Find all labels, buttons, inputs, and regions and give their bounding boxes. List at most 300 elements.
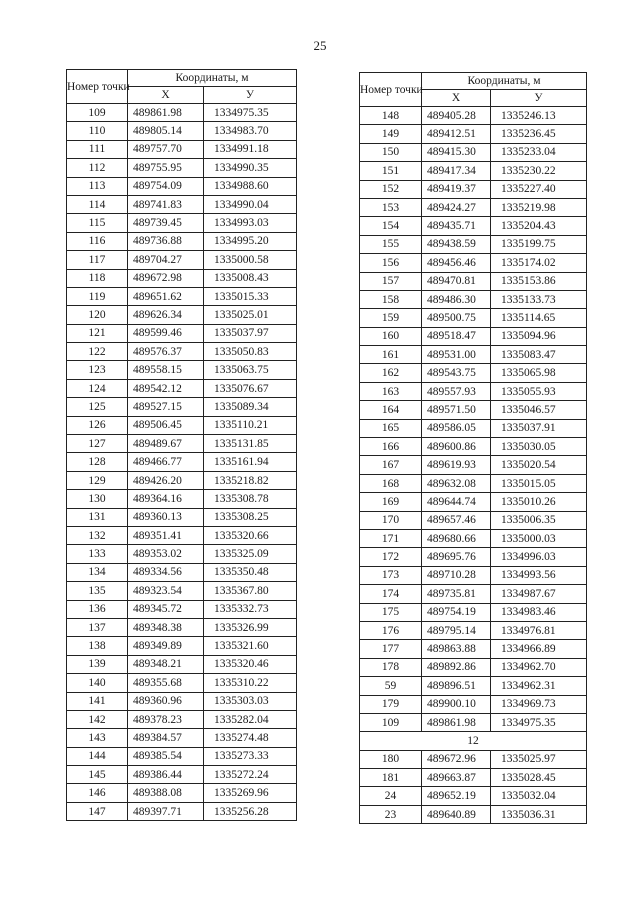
- table-row: [67, 453, 297, 471]
- table-row: [67, 159, 297, 177]
- coordinates-table-right: [359, 72, 587, 824]
- x-coordinate-cell: 489412.51: [422, 125, 491, 143]
- x-coordinate-cell: 489619.93: [422, 456, 491, 474]
- x-coordinate-cell: 489426.20: [128, 471, 204, 489]
- table-row: [67, 729, 297, 747]
- point-number-cell: 175: [360, 603, 422, 621]
- y-coordinate-cell: 1335321.60: [204, 637, 297, 655]
- y-coordinate-cell: 1334990.35: [204, 159, 297, 177]
- x-coordinate-cell: 489388.08: [128, 784, 204, 802]
- y-coordinate-cell: 1335174.02: [491, 254, 587, 272]
- x-coordinate-cell: 489558.15: [128, 361, 204, 379]
- y-coordinate-cell: 1335303.03: [204, 692, 297, 710]
- point-number-cell: 125: [67, 398, 128, 416]
- point-number-cell: 128: [67, 453, 128, 471]
- point-number-cell: 59: [360, 677, 422, 695]
- y-coordinate-cell: 1335015.05: [491, 474, 587, 492]
- table-row: [360, 235, 587, 253]
- point-number-cell: 130: [67, 490, 128, 508]
- x-coordinate-cell: 489861.98: [128, 104, 204, 122]
- point-number-cell: 180: [360, 750, 422, 768]
- y-coordinate-cell: 1335308.25: [204, 508, 297, 526]
- x-coordinate-cell: 489599.46: [128, 324, 204, 342]
- x-coordinate-cell: 489506.45: [128, 416, 204, 434]
- y-coordinate-cell: 1335236.45: [491, 125, 587, 143]
- point-number-cell: 156: [360, 254, 422, 272]
- table-row: [67, 435, 297, 453]
- point-number-cell: 153: [360, 198, 422, 216]
- table-row: [360, 787, 587, 805]
- section-row: [360, 732, 587, 750]
- x-coordinate-cell: 489348.38: [128, 618, 204, 636]
- x-coordinate-cell: 489795.14: [422, 621, 491, 639]
- y-coordinate-cell: 1335320.46: [204, 655, 297, 673]
- x-coordinate-cell: 489385.54: [128, 747, 204, 765]
- table-row: [67, 490, 297, 508]
- table-row: [67, 122, 297, 140]
- y-coordinate-cell: 1335000.03: [491, 529, 587, 547]
- x-coordinate-cell: 489805.14: [128, 122, 204, 140]
- x-coordinate-cell: 489672.96: [422, 750, 491, 768]
- coordinates-header: Координаты, м: [422, 73, 587, 90]
- x-coordinate-cell: 489571.50: [422, 401, 491, 419]
- table-row: [67, 710, 297, 728]
- x-coordinate-cell: 489755.95: [128, 159, 204, 177]
- x-coordinate-cell: 489386.44: [128, 766, 204, 784]
- point-number-cell: 173: [360, 566, 422, 584]
- table-row: [67, 637, 297, 655]
- table-row: [360, 125, 587, 143]
- y-coordinate-cell: 1334969.73: [491, 695, 587, 713]
- point-number-cell: 141: [67, 692, 128, 710]
- point-number-cell: 136: [67, 600, 128, 618]
- point-number-cell: 147: [67, 802, 128, 820]
- point-number-cell: 142: [67, 710, 128, 728]
- table-row: [67, 692, 297, 710]
- x-coordinate-cell: 489405.28: [422, 107, 491, 125]
- y-coordinate-cell: 1335219.98: [491, 198, 587, 216]
- y-coordinate-cell: 1335350.48: [204, 563, 297, 581]
- x-coordinate-cell: 489652.19: [422, 787, 491, 805]
- table-row: [360, 346, 587, 364]
- x-coordinate-cell: 489704.27: [128, 251, 204, 269]
- point-number-cell: 137: [67, 618, 128, 636]
- point-number-cell: 115: [67, 214, 128, 232]
- point-number-cell: 148: [360, 107, 422, 125]
- y-coordinate-cell: 1335269.96: [204, 784, 297, 802]
- point-number-cell: 132: [67, 526, 128, 544]
- point-number-cell: 155: [360, 235, 422, 253]
- point-number-cell: 162: [360, 364, 422, 382]
- point-number-cell: 120: [67, 306, 128, 324]
- x-coordinate-cell: 489644.74: [422, 493, 491, 511]
- x-coordinate-cell: 489438.59: [422, 235, 491, 253]
- table-row: [360, 198, 587, 216]
- x-coordinate-cell: 489466.77: [128, 453, 204, 471]
- y-coordinate-cell: 1335010.26: [491, 493, 587, 511]
- y-coordinate-cell: 1335282.04: [204, 710, 297, 728]
- y-coordinate-cell: 1335131.85: [204, 435, 297, 453]
- point-number-cell: 178: [360, 658, 422, 676]
- table-row: [360, 254, 587, 272]
- point-number-cell: 117: [67, 251, 128, 269]
- y-coordinate-cell: 1335089.34: [204, 398, 297, 416]
- section-label: 12: [360, 732, 587, 750]
- y-coordinate-cell: 1335037.91: [491, 419, 587, 437]
- table-row: [360, 309, 587, 327]
- x-coordinate-cell: 489576.37: [128, 343, 204, 361]
- x-coordinate-cell: 489419.37: [422, 180, 491, 198]
- y-coordinate-cell: 1335046.57: [491, 401, 587, 419]
- x-coordinate-cell: 489334.56: [128, 563, 204, 581]
- y-coordinate-cell: 1335204.43: [491, 217, 587, 235]
- table-row: [67, 343, 297, 361]
- table-row: [360, 566, 587, 584]
- point-number-header: Номер точки: [360, 73, 422, 107]
- coordinates-table-left-body: [67, 104, 297, 821]
- table-row: [360, 217, 587, 235]
- point-number-cell: 144: [67, 747, 128, 765]
- point-number-cell: 112: [67, 159, 128, 177]
- x-coordinate-cell: 489736.88: [128, 232, 204, 250]
- point-number-cell: 114: [67, 195, 128, 213]
- point-number-cell: 152: [360, 180, 422, 198]
- point-number-cell: 149: [360, 125, 422, 143]
- table-row: [360, 585, 587, 603]
- y-coordinate-cell: 1335094.96: [491, 327, 587, 345]
- table-row: [67, 287, 297, 305]
- y-coordinate-cell: 1335308.78: [204, 490, 297, 508]
- point-number-cell: 122: [67, 343, 128, 361]
- table-row: [67, 104, 297, 122]
- table-row: [360, 603, 587, 621]
- table-row: [67, 214, 297, 232]
- coordinates-table-right-body: [360, 107, 587, 824]
- table-row: [360, 438, 587, 456]
- point-number-cell: 110: [67, 122, 128, 140]
- x-coordinate-cell: 489360.96: [128, 692, 204, 710]
- y-coordinate-cell: 1335008.43: [204, 269, 297, 287]
- x-coordinate-cell: 489651.62: [128, 287, 204, 305]
- table-row: [360, 382, 587, 400]
- y-coordinate-cell: 1334962.31: [491, 677, 587, 695]
- y-coordinate-cell: 1335110.21: [204, 416, 297, 434]
- table-row: [67, 784, 297, 802]
- x-header: X: [422, 90, 491, 107]
- table-row: [360, 162, 587, 180]
- point-number-cell: 163: [360, 382, 422, 400]
- table-row: [67, 140, 297, 158]
- x-coordinate-cell: 489527.15: [128, 398, 204, 416]
- point-number-cell: 158: [360, 290, 422, 308]
- y-coordinate-cell: 1335227.40: [491, 180, 587, 198]
- table-row: [360, 493, 587, 511]
- x-header: X: [128, 87, 204, 104]
- x-coordinate-cell: 489663.87: [422, 769, 491, 787]
- x-coordinate-cell: 489349.89: [128, 637, 204, 655]
- x-coordinate-cell: 489680.66: [422, 529, 491, 547]
- y-coordinate-cell: 1335037.97: [204, 324, 297, 342]
- y-coordinate-cell: 1335030.05: [491, 438, 587, 456]
- x-coordinate-cell: 489500.75: [422, 309, 491, 327]
- table-row: [67, 471, 297, 489]
- table-row: [360, 272, 587, 290]
- page-number: 25: [313, 38, 327, 53]
- table-row: [360, 107, 587, 125]
- point-number-cell: 181: [360, 769, 422, 787]
- y-coordinate-cell: 1334975.35: [204, 104, 297, 122]
- x-coordinate-cell: 489348.21: [128, 655, 204, 673]
- x-coordinate-cell: 489542.12: [128, 379, 204, 397]
- point-number-cell: 169: [360, 493, 422, 511]
- table-row: [360, 548, 587, 566]
- x-coordinate-cell: 489626.34: [128, 306, 204, 324]
- point-number-cell: 121: [67, 324, 128, 342]
- point-number-cell: 123: [67, 361, 128, 379]
- point-number-cell: 150: [360, 143, 422, 161]
- point-number-cell: 127: [67, 435, 128, 453]
- table-row: [360, 658, 587, 676]
- point-number-cell: 146: [67, 784, 128, 802]
- x-coordinate-cell: 489863.88: [422, 640, 491, 658]
- table-row: [360, 456, 587, 474]
- table-row: [67, 582, 297, 600]
- y-coordinate-cell: 1334983.46: [491, 603, 587, 621]
- y-coordinate-cell: 1335025.01: [204, 306, 297, 324]
- table-row: [360, 713, 587, 731]
- table-row: [67, 600, 297, 618]
- y-coordinate-cell: 1334995.20: [204, 232, 297, 250]
- y-coordinate-cell: 1334987.67: [491, 585, 587, 603]
- point-number-cell: 166: [360, 438, 422, 456]
- y-coordinate-cell: 1335256.28: [204, 802, 297, 820]
- x-coordinate-cell: 489415.30: [422, 143, 491, 161]
- x-coordinate-cell: 489695.76: [422, 548, 491, 566]
- point-number-cell: 109: [360, 713, 422, 731]
- point-number-cell: 140: [67, 674, 128, 692]
- table-row: [360, 143, 587, 161]
- y-coordinate-cell: 1335233.04: [491, 143, 587, 161]
- x-coordinate-cell: 489672.98: [128, 269, 204, 287]
- y-coordinate-cell: 1334993.56: [491, 566, 587, 584]
- x-coordinate-cell: 489531.00: [422, 346, 491, 364]
- table-row: [67, 802, 297, 820]
- x-coordinate-cell: 489351.41: [128, 526, 204, 544]
- x-coordinate-cell: 489543.75: [422, 364, 491, 382]
- x-coordinate-cell: 489486.30: [422, 290, 491, 308]
- y-coordinate-cell: 1335230.22: [491, 162, 587, 180]
- table-row: [67, 232, 297, 250]
- table-row: [67, 766, 297, 784]
- table-row: [67, 416, 297, 434]
- y-coordinate-cell: 1335133.73: [491, 290, 587, 308]
- x-coordinate-cell: 489456.46: [422, 254, 491, 272]
- table-row: [360, 180, 587, 198]
- x-coordinate-cell: 489360.13: [128, 508, 204, 526]
- x-coordinate-cell: 489735.81: [422, 585, 491, 603]
- point-number-cell: 111: [67, 140, 128, 158]
- point-number-cell: 126: [67, 416, 128, 434]
- x-coordinate-cell: 489754.19: [422, 603, 491, 621]
- table-row: [360, 529, 587, 547]
- point-number-cell: 177: [360, 640, 422, 658]
- y-coordinate-cell: 1335199.75: [491, 235, 587, 253]
- table-row: [360, 621, 587, 639]
- y-coordinate-cell: 1334993.03: [204, 214, 297, 232]
- y-coordinate-cell: 1335332.73: [204, 600, 297, 618]
- table-row: [67, 195, 297, 213]
- point-number-cell: 168: [360, 474, 422, 492]
- y-coordinate-cell: 1335076.67: [204, 379, 297, 397]
- x-coordinate-cell: 489600.86: [422, 438, 491, 456]
- point-number-cell: 176: [360, 621, 422, 639]
- y-coordinate-cell: 1334996.03: [491, 548, 587, 566]
- y-coordinate-cell: 1335063.75: [204, 361, 297, 379]
- point-number-cell: 118: [67, 269, 128, 287]
- point-number-cell: 135: [67, 582, 128, 600]
- x-coordinate-cell: 489518.47: [422, 327, 491, 345]
- table-row: [67, 361, 297, 379]
- y-coordinate-cell: 1334962.70: [491, 658, 587, 676]
- point-number-cell: 167: [360, 456, 422, 474]
- table-row: [67, 618, 297, 636]
- table-row: [360, 640, 587, 658]
- point-number-cell: 161: [360, 346, 422, 364]
- y-coordinate-cell: 1335006.35: [491, 511, 587, 529]
- y-coordinate-cell: 1334976.81: [491, 621, 587, 639]
- x-coordinate-cell: 489741.83: [128, 195, 204, 213]
- y-coordinate-cell: 1335083.47: [491, 346, 587, 364]
- table-row: [67, 655, 297, 673]
- coordinates-table-left: [66, 69, 297, 821]
- x-coordinate-cell: 489345.72: [128, 600, 204, 618]
- coordinates-header: Координаты, м: [128, 70, 297, 87]
- y-coordinate-cell: 1335065.98: [491, 364, 587, 382]
- table-row: [360, 327, 587, 345]
- table-row: [360, 511, 587, 529]
- point-number-cell: 179: [360, 695, 422, 713]
- point-number-cell: 159: [360, 309, 422, 327]
- y-coordinate-cell: 1335153.86: [491, 272, 587, 290]
- point-number-cell: 172: [360, 548, 422, 566]
- y-coordinate-cell: 1335020.54: [491, 456, 587, 474]
- point-number-cell: 23: [360, 805, 422, 823]
- y-coordinate-cell: 1335367.80: [204, 582, 297, 600]
- point-number-cell: 116: [67, 232, 128, 250]
- point-number-header: Номер точки: [67, 70, 128, 104]
- table-row: [67, 674, 297, 692]
- x-coordinate-cell: 489489.67: [128, 435, 204, 453]
- point-number-cell: 129: [67, 471, 128, 489]
- x-coordinate-cell: 489640.89: [422, 805, 491, 823]
- point-number-cell: 145: [67, 766, 128, 784]
- table-row: [360, 419, 587, 437]
- point-number-cell: 171: [360, 529, 422, 547]
- point-number-cell: 133: [67, 545, 128, 563]
- x-coordinate-cell: 489397.71: [128, 802, 204, 820]
- y-coordinate-cell: 1335218.82: [204, 471, 297, 489]
- table-row: [360, 805, 587, 823]
- y-header: У: [204, 87, 297, 104]
- y-coordinate-cell: 1335050.83: [204, 343, 297, 361]
- table-row: [360, 695, 587, 713]
- point-number-cell: 154: [360, 217, 422, 235]
- x-coordinate-cell: 489364.16: [128, 490, 204, 508]
- x-coordinate-cell: 489417.34: [422, 162, 491, 180]
- point-number-cell: 119: [67, 287, 128, 305]
- point-number-cell: 24: [360, 787, 422, 805]
- y-coordinate-cell: 1335320.66: [204, 526, 297, 544]
- y-coordinate-cell: 1334966.89: [491, 640, 587, 658]
- table-row: [67, 324, 297, 342]
- point-number-cell: 160: [360, 327, 422, 345]
- x-coordinate-cell: 489378.23: [128, 710, 204, 728]
- x-coordinate-cell: 489632.08: [422, 474, 491, 492]
- y-coordinate-cell: 1335025.97: [491, 750, 587, 768]
- table-row: [360, 401, 587, 419]
- point-number-cell: 134: [67, 563, 128, 581]
- x-coordinate-cell: 489657.46: [422, 511, 491, 529]
- y-coordinate-cell: 1335055.93: [491, 382, 587, 400]
- table-row: [360, 677, 587, 695]
- y-coordinate-cell: 1334975.35: [491, 713, 587, 731]
- table-row: [67, 526, 297, 544]
- y-coordinate-cell: 1334990.04: [204, 195, 297, 213]
- y-coordinate-cell: 1334983.70: [204, 122, 297, 140]
- point-number-cell: 131: [67, 508, 128, 526]
- x-coordinate-cell: 489435.71: [422, 217, 491, 235]
- y-coordinate-cell: 1335272.24: [204, 766, 297, 784]
- point-number-cell: 151: [360, 162, 422, 180]
- table-row: [67, 508, 297, 526]
- x-coordinate-cell: 489892.86: [422, 658, 491, 676]
- table-row: [67, 545, 297, 563]
- x-coordinate-cell: 489557.93: [422, 382, 491, 400]
- table-row: [67, 398, 297, 416]
- y-coordinate-cell: 1335326.99: [204, 618, 297, 636]
- x-coordinate-cell: 489739.45: [128, 214, 204, 232]
- x-coordinate-cell: 489353.02: [128, 545, 204, 563]
- table-row: [67, 306, 297, 324]
- table-row: [67, 379, 297, 397]
- y-coordinate-cell: 1335273.33: [204, 747, 297, 765]
- x-coordinate-cell: 489900.10: [422, 695, 491, 713]
- y-coordinate-cell: 1335032.04: [491, 787, 587, 805]
- table-row: [360, 474, 587, 492]
- y-coordinate-cell: 1335114.65: [491, 309, 587, 327]
- y-coordinate-cell: 1334991.18: [204, 140, 297, 158]
- table-row: [67, 177, 297, 195]
- table-row: [67, 269, 297, 287]
- y-coordinate-cell: 1335325.09: [204, 545, 297, 563]
- y-coordinate-cell: 1334988.60: [204, 177, 297, 195]
- point-number-cell: 143: [67, 729, 128, 747]
- point-number-cell: 124: [67, 379, 128, 397]
- y-coordinate-cell: 1335274.48: [204, 729, 297, 747]
- y-coordinate-cell: 1335028.45: [491, 769, 587, 787]
- point-number-cell: 109: [67, 104, 128, 122]
- table-row: [360, 750, 587, 768]
- x-coordinate-cell: 489861.98: [422, 713, 491, 731]
- y-coordinate-cell: 1335000.58: [204, 251, 297, 269]
- point-number-cell: 139: [67, 655, 128, 673]
- point-number-cell: 170: [360, 511, 422, 529]
- x-coordinate-cell: 489586.05: [422, 419, 491, 437]
- point-number-cell: 138: [67, 637, 128, 655]
- point-number-cell: 174: [360, 585, 422, 603]
- table-row: [67, 563, 297, 581]
- y-coordinate-cell: 1335310.22: [204, 674, 297, 692]
